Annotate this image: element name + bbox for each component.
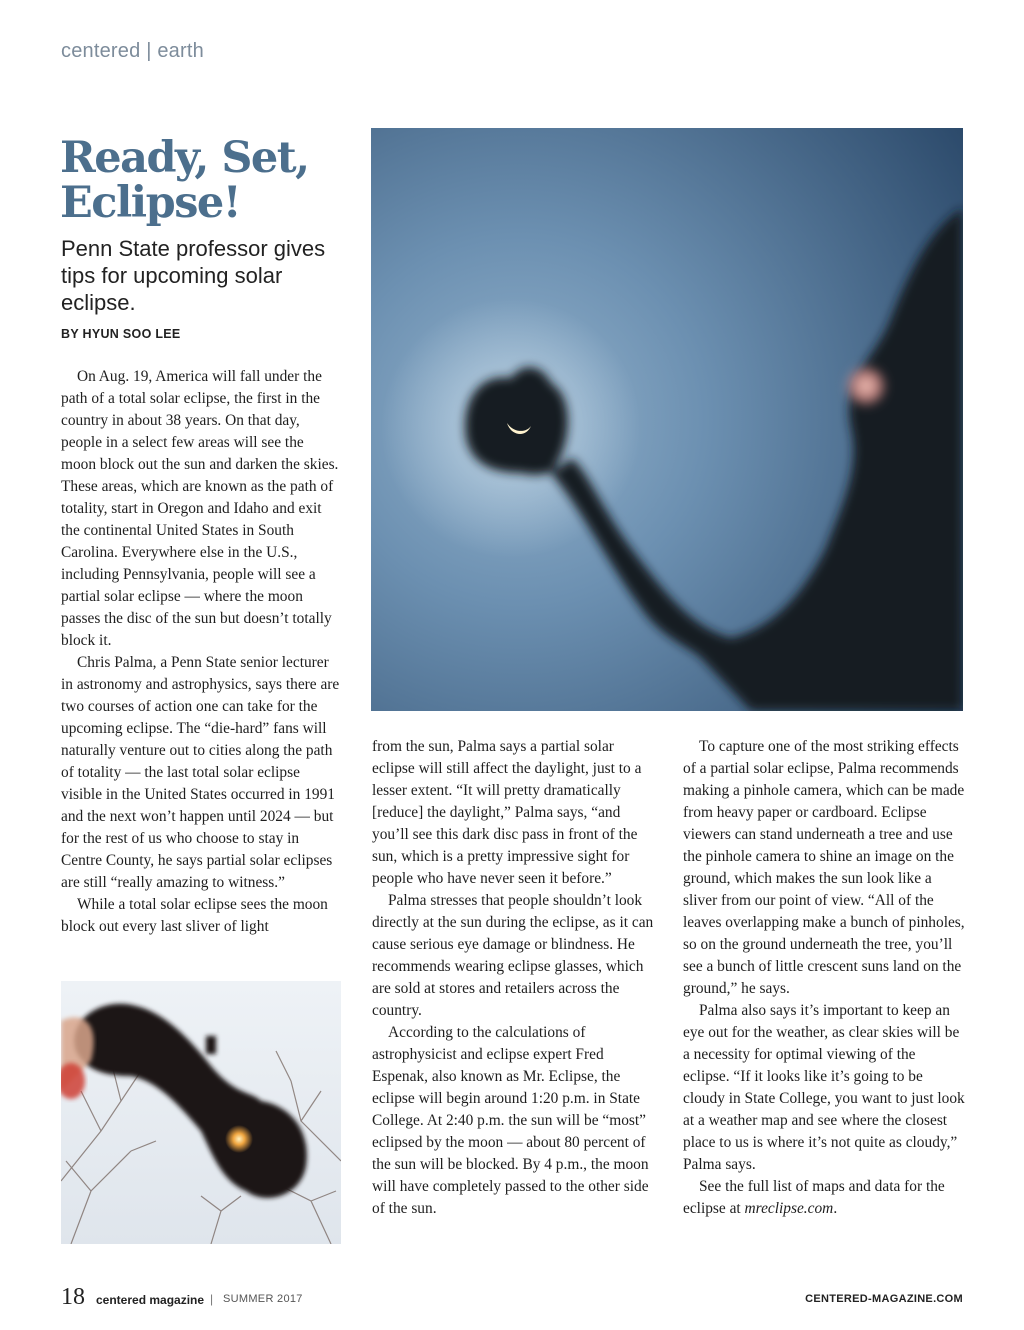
page-footer (61, 1284, 963, 1314)
paragraph: On Aug. 19, America will fall under the path of a total solar eclipse, the first in the country in about 38 years. On that day, people in a select few areas will see the moon block out the sun and darken the skies. These areas, which are known as the path of totality, start in Oregon and Idaho and exit the continental United States in South Carolina. Everywhere else in the U.S., including Pennsylvania, people will see a partial solar eclipse — where the moon passes the disc of the sun but doesn’t totally block it. (61, 368, 339, 649)
eclipse-viewer-trees-photo (61, 981, 341, 1244)
body-column-3 (683, 736, 965, 1220)
paragraph (683, 1176, 965, 1220)
paragraph: Palma stresses that people shouldn’t look directly at the sun during the eclipse, as it can cause serious eye damage or blindness. He recommends wearing eclipse glasses, which are sold at stores and retailers across the country. (372, 892, 654, 1019)
paragraph: According to the calculations of astrophysicist and eclipse expert Fred Espenak, also known as Mr. Eclipse, the eclipse will begin around 1:20 p.m. in State College. At 2:40 p.m. the sun will be “most” eclipsed by the moon — about 80 percent of the sun will be blocked. By 4 p.m., the moon will have completely passed to the other side of the sun. (372, 1024, 649, 1217)
byline: BY HYUN SOO LEE (61, 327, 181, 341)
paragraph-end: . (833, 1200, 838, 1217)
footer-website-link[interactable]: CENTERED-MAGAZINE.COM (805, 1293, 963, 1305)
footer-issue: SUMMER 2017 (223, 1293, 303, 1305)
article-subhead: Penn State professor gives tips for upcoming solar eclipse. (61, 236, 326, 315)
paragraph: Chris Palma, a Penn State senior lecturer in astronomy and astrophysics, says there are two courses of action one can take for the upcoming eclipse. The “die-hard” fans will naturally venture out to cities along the path of totality — the last total solar eclipse visible in the United States occurred in 1991 and the next won’t happen until 2024 — but for the rest of us who choose to stay in Centre County, he says partial solar eclipses are still “really amazing to witness.” (61, 654, 340, 891)
paragraph: To capture one of the most striking effects of a partial solar eclipse, Palma recommends making a pinhole camera, which can be made from heavy paper or cardboard. Eclipse viewers can stand underneath a tree and use the pinhole camera to shine an image on the ground, which makes the sun look like a sliver from our point of view. “All of the leaves overlapping make a bunch of pinholes, so on the ground underneath the tree, you’ll see a bunch of little crescent suns land on the ground,” he says. (683, 738, 965, 997)
body-column-1 (61, 366, 342, 938)
mreclipse-link[interactable]: mreclipse.com (744, 1200, 834, 1217)
page-number: 18 (61, 1284, 85, 1310)
body-column-2 (372, 736, 654, 1220)
eclipse-glasses-photo (371, 128, 963, 711)
footer-magazine-name: centered magazine (96, 1293, 205, 1307)
paragraph: from the sun, Palma says a partial solar eclipse will still affect the daylight, just to a lesser extent. “It will pretty dramatically [reduce] the daylight,” Palma says, “and you’ll see this dark disc pass in front of the sun, which is a pretty impressive sight for people who have never seen it before.” (372, 738, 642, 887)
article-headline: Ready, Set, Eclipse! (60, 133, 309, 228)
footer-separator: | (210, 1292, 214, 1306)
paragraph: While a total solar eclipse sees the moon block out every last sliver of light (61, 896, 328, 935)
paragraph-text: See the full list of maps and data for the eclipse at (683, 1178, 945, 1217)
paragraph: Palma also says it’s important to keep an eye out for the weather, as clear skies will be a necessity for optimal viewing of the eclipse. “If it looks like it’s going to be cloudy in State College, you want to just look at a weather map and see where the closest place to us is where it’s not quite as cloudy,” Palma says. (683, 1002, 965, 1173)
section-label: centered | earth (61, 40, 204, 62)
